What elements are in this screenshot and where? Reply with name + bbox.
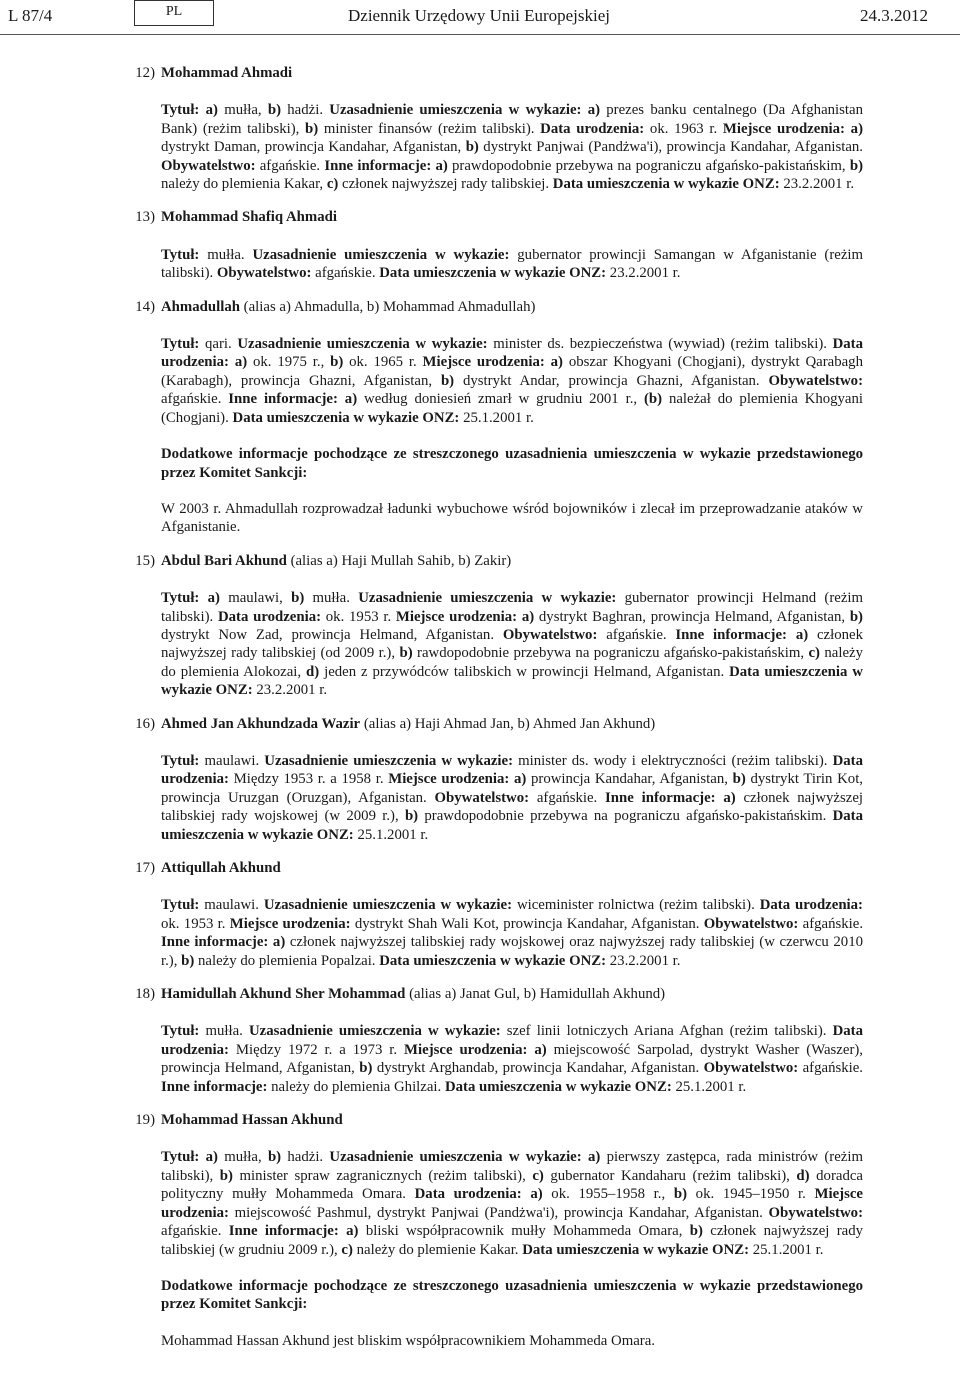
person-aliases: (alias a) Janat Gul, b) Hamidullah Akhund) [409, 986, 666, 1003]
field-label: Data urodzenia: [161, 1023, 863, 1058]
field-label: Data umieszczenia w wykazie ONZ: [552, 176, 780, 193]
body-text: afgańskie. [161, 391, 229, 408]
field-label: Tytuł: [161, 1149, 200, 1166]
body-text [787, 627, 796, 643]
body-text: ok. 1963 r. [644, 120, 723, 137]
entry-body [161, 246, 863, 283]
entry-number: 15) [135, 552, 155, 569]
body-text: obszar Khogyani (Chogjani), dystrykt Qarabagh (Karabagh), prowincja Ghazni, Afganistan, [161, 354, 863, 389]
field-label: b) [404, 808, 419, 825]
body-text: pierwszy zastępca, rada ministrów (reżim talibski), [161, 1149, 863, 1184]
entry-heading [0, 298, 960, 316]
field-label: Inne informacje: [324, 157, 432, 174]
body-text: bliski współpracownik mułły Mohammeda Omara, [358, 1223, 690, 1240]
field-label: Tytuł: [161, 336, 200, 353]
body-text: mułła. [304, 590, 359, 607]
field-label: Inne informacje: [605, 789, 716, 806]
field-label: Miejsce urodzenia: [388, 771, 510, 788]
entry-number: 16) [135, 715, 155, 732]
field-label: b) [291, 590, 305, 607]
entry-number: 17) [135, 860, 155, 876]
publication-date: 24.3.2012 [860, 6, 928, 25]
field-label: c) [341, 1241, 353, 1258]
entry-body [161, 1148, 863, 1258]
body-text: wiceminister rolnictwa (reżim talibski). [512, 897, 760, 914]
entry-heading [0, 859, 960, 877]
person-aliases: (alias a) Haji Mullah Sahib, b) Zakir) [290, 552, 512, 569]
body-text: 25.1.2001 r. [671, 1078, 747, 1095]
body-text: ok. 1945–1950 r. [687, 1186, 815, 1203]
field-label: Tytuł: [161, 1023, 200, 1040]
body-text: 23.2.2001 r. [779, 176, 855, 193]
additional-info-title: Dodatkowe informacje pochodzące ze streszczonego uzasadnienia umieszczenia w wykazie przedstawionego przez Komitet Sankcji: [161, 1277, 863, 1313]
field-label: a) [530, 1186, 543, 1203]
body-text: dystrykt Baghran, prowincja Helmand, Afganistan, [534, 608, 850, 625]
field-label: b) [440, 372, 455, 389]
field-label: a) [272, 934, 286, 951]
entry-body [161, 896, 863, 970]
field-label: a) [550, 354, 563, 371]
field-label: a) [850, 120, 863, 137]
body-text: gubernator Kandaharu (reżim talibski), [543, 1167, 797, 1184]
field-label: a) [795, 626, 809, 643]
field-label: b) [330, 354, 344, 371]
person-name: Ahmadullah [161, 298, 240, 315]
field-label: Uzasadnienie umieszczenia w wykazie: [264, 752, 514, 769]
field-label: Data urodzenia: [540, 120, 645, 137]
entry-heading [0, 715, 960, 733]
field-label: a) [587, 102, 601, 119]
person-aliases: (alias a) Ahmadulla, b) Mohammad Ahmadullah) [243, 298, 536, 315]
body-text: należy do plemienia Kakar, [161, 176, 327, 193]
body-text: 25.1.2001 r. [353, 826, 429, 843]
body-text: 25.1.2001 r. [749, 1241, 824, 1258]
field-label: Miejsce urodzenia: [722, 120, 845, 137]
body-text: afgańskie. [798, 915, 864, 932]
body-text: dystrykt Arghandab, prowincja Kandahar, Afganistan. [372, 1060, 704, 1077]
body-text: doradca polityczny mułły Mohammeda Omara. [161, 1167, 863, 1203]
body-text: ok. 1975 r., [247, 354, 331, 371]
body-text: afgańskie. [798, 1060, 864, 1077]
entry-body [161, 1022, 863, 1096]
field-label: Data umieszczenia w wykazie ONZ: [379, 265, 607, 282]
body-text: należy do plemienia Popalzai. [194, 952, 380, 969]
journal-title: Dziennik Urzędowy Unii Europejskiej [348, 6, 611, 25]
field-label: a) [207, 590, 220, 607]
body-text: miejscowość Pashmul, dystrykt Panjwai (Pandżwa'i), prowincja Kandahar, Afganistan. [228, 1204, 769, 1221]
page-reference: L 87/4 [8, 6, 53, 25]
field-label: a) [205, 102, 218, 119]
entry-number: 19) [135, 1112, 155, 1129]
field-label: Obywatelstwo: [216, 265, 312, 282]
field-label: Inne informacje: [161, 1078, 268, 1095]
field-label: c) [326, 176, 339, 193]
field-label: a) [514, 771, 527, 788]
field-label: a) [587, 1149, 601, 1166]
field-label: Data urodzenia: [161, 752, 863, 788]
body-text: hadżi. [281, 1149, 330, 1166]
entry-heading [0, 1111, 960, 1129]
body-text: jeden z przywódców talibskich w prowincji Helmand, Afganistan. [319, 663, 730, 680]
body-text: członek najwyższej talibskiej rady wojskowej oraz najwyższej rady talibskiej (w czerwcu 2010 r.), [161, 934, 863, 969]
field-label: b) [849, 157, 864, 174]
field-label: b) [732, 771, 746, 788]
body-text: należał do plemienia Khogyani (Chogjani). [161, 391, 864, 426]
entry-heading [0, 985, 960, 1003]
field-label: a) [234, 354, 248, 371]
field-label: b) [181, 952, 195, 969]
entry-number: 18) [135, 986, 155, 1003]
body-text: gubernator prowincji Samangan w Afganistanie (reżim talibski). [161, 246, 864, 282]
field-label: (b) [643, 391, 663, 408]
person-name: Hamidullah Akhund Sher Mohammad [161, 986, 406, 1003]
body-text: należy do plemienia Alokozai, [161, 645, 863, 680]
body-text: członek najwyższej rady talibskiej. [338, 176, 553, 193]
entry-number: 14) [135, 298, 155, 315]
list-entry [0, 552, 960, 700]
entry-list [0, 64, 960, 1384]
body-text: Między 1953 r. a 1958 r. [228, 771, 389, 788]
header-divider [0, 34, 960, 35]
person-name: Abdul Bari Akhund [161, 552, 287, 569]
body-text: mułła. [199, 246, 253, 263]
entry-body [161, 335, 863, 427]
body-text: afgańskie. [597, 626, 676, 643]
person-name: Mohammad Hassan Akhund [161, 1112, 343, 1129]
list-entry [0, 985, 960, 1096]
body-text: należy do plemienia Ghilzai. [267, 1078, 445, 1095]
field-label: Obywatelstwo: [502, 626, 598, 643]
body-text: minister finansów (reżim talibski). [318, 120, 541, 137]
field-label: Tytuł: [161, 246, 200, 263]
field-label: a) [723, 789, 736, 806]
body-text: afgańskie. [255, 157, 325, 174]
field-label: b) [689, 1223, 703, 1240]
body-text: maulawi. [199, 752, 265, 769]
field-label: Tytuł: [161, 897, 200, 914]
field-label: Uzasadnienie umieszczenia w wykazie: [237, 336, 488, 353]
field-label: Uzasadnienie umieszczenia w wykazie: [329, 102, 582, 119]
body-text: 23.2.2001 r. [606, 265, 681, 282]
entry-heading [0, 552, 960, 570]
field-label: d) [306, 663, 320, 680]
field-label: Data umieszczenia w wykazie ONZ: [232, 409, 460, 426]
field-label: b) [399, 645, 413, 662]
field-label: Miejsce urodzenia: [229, 915, 351, 932]
body-text: hadżi. [281, 102, 330, 119]
field-label: Tytuł: [161, 590, 200, 607]
entry-body [161, 101, 863, 193]
list-entry [0, 715, 960, 844]
person-aliases: (alias a) Haji Ahmad Jan, b) Ahmed Jan Akhund) [363, 715, 656, 732]
entry-body [161, 589, 863, 699]
field-label: Miejsce urodzenia: [395, 608, 518, 625]
body-text: 23.2.2001 r. [606, 952, 681, 969]
body-text: minister ds. wody i elektryczności (reżim talibski). [513, 752, 833, 769]
list-entry [0, 1111, 960, 1350]
entry-heading [0, 208, 960, 226]
body-text: dystrykt Now Zad, prowincja Helmand, Afganistan. [161, 626, 503, 643]
field-label: a) [435, 157, 448, 174]
body-text: qari. [199, 336, 238, 353]
field-label: b) [267, 1149, 282, 1166]
field-label: Obywatelstwo: [703, 1060, 799, 1077]
body-text: według doniesień zmarł w grudniu 2001 r., [357, 391, 644, 408]
field-label: a) [205, 1149, 218, 1166]
person-name: Mohammad Ahmadi [161, 65, 293, 81]
entry-number: 12) [135, 65, 155, 81]
field-label: Data umieszczenia w wykazie ONZ: [379, 952, 607, 969]
field-label: Data umieszczenia w wykazie ONZ: [522, 1241, 750, 1258]
field-label: Uzasadnienie umieszczenia w wykazie: [329, 1149, 582, 1166]
person-name: Ahmed Jan Akhundzada Wazir [161, 715, 361, 732]
additional-info-text: Mohammad Hassan Akhund jest bliskim współpracownikiem Mohammeda Omara. [161, 1332, 655, 1349]
field-label: Obywatelstwo: [161, 157, 256, 174]
list-entry [0, 64, 960, 193]
field-label: b) [267, 102, 282, 119]
body-text: ok. 1965 r. [343, 354, 423, 371]
field-label: Obywatelstwo: [434, 789, 530, 806]
body-text: członek najwyższej rady talibskiej (od 2009 r.), [161, 626, 863, 662]
field-label: Inne informacje: [161, 934, 269, 951]
field-label: Tytuł: [161, 752, 200, 769]
field-label: Data urodzenia: [759, 897, 863, 914]
field-label: Obywatelstwo: [768, 1204, 863, 1221]
field-label: b) [359, 1060, 373, 1077]
additional-info-text: W 2003 r. Ahmadullah rozprowadzał ładunki wybuchowe wśród bojowników i zlecał im przeprowadzanie ataków w Afganistanie. [161, 500, 863, 536]
field-label: Uzasadnienie umieszczenia w wykazie: [248, 1023, 501, 1040]
body-text: maulawi, [219, 590, 292, 607]
body-text: afgańskie. [311, 265, 380, 282]
person-name: Mohammad Shafiq Ahmadi [161, 209, 337, 226]
body-text: dystrykt Shah Wali Kot, prowincja Kandahar, Afganistan. [350, 915, 704, 932]
body-text: afgańskie. [161, 1223, 229, 1240]
body-text: maulawi. [199, 897, 264, 914]
body-text: dystrykt Daman, prowincja Kandahar, Afganistan, [161, 139, 466, 156]
field-label: c) [808, 645, 820, 662]
field-label: Uzasadnienie umieszczenia w wykazie: [263, 897, 513, 914]
field-label: a) [534, 1041, 547, 1058]
field-label: Inne informacje: [228, 391, 338, 408]
body-text: szef linii lotniczych Ariana Afghan (reżim talibski). [500, 1023, 833, 1040]
field-label: Data umieszczenia w wykazie ONZ: [161, 663, 863, 699]
field-label: Data urodzenia: [217, 608, 322, 625]
body-text: miejscowość Sarpolad, dystrykt Washer (Waszer), prowincja Helmand, Afganistan, [161, 1041, 864, 1077]
body-text: ok. 1955–1958 r., [542, 1186, 674, 1203]
body-text: rawdopodobnie przebywa na pograniczu afgańsko-pakistańskim, [412, 645, 809, 662]
list-entry [0, 208, 960, 282]
field-label: d) [796, 1167, 810, 1184]
body-text: gubernator prowincji Helmand (reżim talibski). [161, 590, 864, 625]
field-label: b) [219, 1167, 233, 1184]
field-label: b) [465, 139, 479, 156]
body-text: mułła. [199, 1023, 249, 1040]
field-label: Data urodzenia: [414, 1186, 522, 1203]
field-label: Uzasadnienie umieszczenia w wykazie: [358, 590, 617, 607]
field-label: Data umieszczenia w wykazie ONZ: [444, 1078, 672, 1095]
body-text: ok. 1953 r. [161, 915, 230, 932]
body-text: Między 1972 r. a 1973 r. [228, 1041, 405, 1058]
body-text: dystrykt Panjwai (Pandżwa'i), prowincja Kandahar, Afganistan. [478, 139, 863, 156]
field-label: Obywatelstwo: [703, 915, 799, 932]
body-text: minister ds. bezpieczeństwa (wywiad) (reżim talibski). [487, 336, 833, 353]
body-text: dystrykt Tirin Kot, prowincja Uruzgan (Oruzgan), Afganistan. [161, 771, 864, 806]
field-label: Miejsce urodzenia: [404, 1041, 528, 1058]
field-label: Tytuł: [161, 102, 200, 119]
body-text: dystrykt Andar, prowincja Ghazni, Afganistan. [454, 372, 769, 389]
field-label: b) [305, 120, 319, 137]
person-name: Attiqullah Akhund [161, 860, 281, 876]
body-text: prawdopodobnie przebywa na pograniczu afgańsko-pakistańskim, [447, 157, 850, 174]
field-label: Inne informacje: [228, 1223, 339, 1240]
entry-heading [0, 64, 960, 82]
field-label: c) [532, 1167, 544, 1184]
body-text: 23.2.2001 r. [252, 682, 328, 699]
body-text: afgańskie. [529, 789, 606, 806]
additional-info-title: Dodatkowe informacje pochodzące ze streszczonego uzasadnienia umieszczenia w wykazie przedstawionego przez Komitet Sankcji: [161, 446, 863, 481]
body-text: członek najwyższej rady talibskiej (w grudniu 2009 r.), [161, 1223, 864, 1258]
field-label: Uzasadnienie umieszczenia w wykazie: [252, 246, 510, 263]
body-text: prowincja Kandahar, Afganistan, [526, 771, 733, 788]
body-text: członek najwyższej talibskiej rady wojskowej (w 2009 r.), [161, 789, 863, 825]
body-text: minister spraw zagranicznych (reżim talibski), [232, 1167, 533, 1184]
body-text: mułła, [217, 102, 268, 119]
page-header [0, 0, 960, 36]
field-label: b) [673, 1186, 688, 1203]
field-label: Inne informacje: [675, 626, 787, 643]
body-text [199, 590, 207, 606]
body-text: prawdopodobnie przebywa na pograniczu afgańsko-pakistańskim. [418, 808, 833, 825]
entry-body [161, 752, 863, 844]
body-text [338, 391, 345, 407]
list-entry [0, 859, 960, 970]
field-label: Miejsce urodzenia: [161, 1186, 863, 1221]
field-label: Obywatelstwo: [768, 372, 863, 389]
list-entry [0, 298, 960, 537]
language-badge: PL [134, 0, 214, 26]
field-label: Data urodzenia: [161, 336, 864, 371]
body-text [522, 1186, 531, 1202]
field-label: Data umieszczenia w wykazie ONZ: [161, 808, 863, 843]
body-text: prezes banku centalnego (Da Afghanistan Bank) (reżim talibski), [161, 102, 863, 137]
field-label: a) [521, 608, 535, 625]
entry-number: 13) [135, 209, 155, 226]
field-label: b) [849, 608, 863, 625]
field-label: Miejsce urodzenia: [422, 354, 545, 371]
body-text: ok. 1953 r. [321, 608, 396, 625]
field-label: a) [344, 391, 358, 408]
body-text: 25.1.2001 r. [459, 409, 534, 426]
body-text: należy do plemienie Kakar. [352, 1241, 523, 1258]
body-text: mułła, [217, 1149, 268, 1166]
field-label: a) [346, 1223, 359, 1240]
